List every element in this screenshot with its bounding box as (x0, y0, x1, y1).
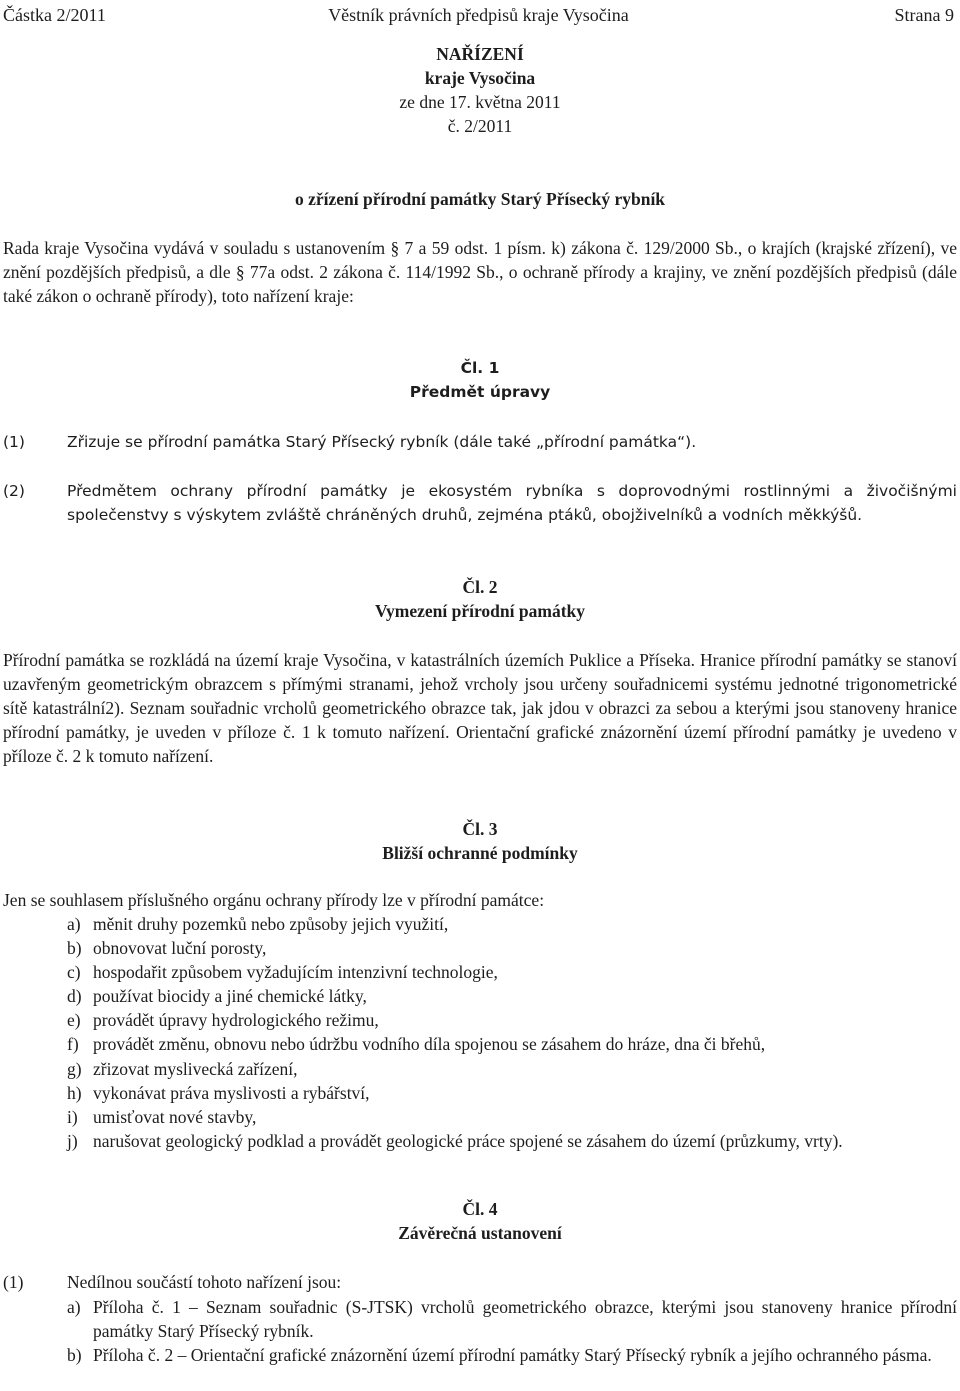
paragraph-number: (1) (3, 1272, 24, 1292)
regulation-title (0, 42, 960, 138)
article-4-number: Čl. 4 (462, 1199, 498, 1219)
article-1-title: Předmět úpravy (409, 383, 551, 401)
list-text: hospodařit způsobem vyžadujícím intenzivní technologie, (93, 962, 498, 983)
paragraph-number: (2) (3, 482, 25, 500)
list-item (67, 936, 957, 960)
article-4-title: Závěrečná ustanovení (398, 1223, 562, 1243)
list-item (67, 1129, 957, 1153)
list-key: b) (67, 938, 82, 959)
article-3-intro: Jen se souhlasem příslušného orgánu ochrany přírody lze v přírodní památce: (3, 890, 545, 910)
list-text: zřizovat myslivecká zařízení, (93, 1058, 298, 1079)
list-key: j) (67, 1130, 78, 1151)
paragraph-number: (1) (3, 433, 25, 451)
page-number: Strana 9 (894, 5, 954, 25)
list-text: měnit druhy pozemků nebo způsoby jejich využití, (93, 914, 449, 934)
list-key: f) (67, 1034, 79, 1055)
article-2-title: Vymezení přírodní památky (374, 601, 586, 621)
list-text: obnovovat luční porosty, (93, 938, 267, 959)
title-number: č. 2/2011 (447, 116, 513, 136)
list-item (67, 912, 957, 936)
paragraph-text: Zřizuje se přírodní památka Starý Přísecký rybník (dále také „přírodní památka“). (67, 433, 697, 451)
attachment-item (67, 1295, 957, 1343)
journal-title: Věstník právních předpisů kraje Vysočina (328, 5, 629, 25)
list-key: a) (67, 1297, 81, 1317)
list-text: Příloha č. 2 – Orientační grafické znázornění území přírodní památky Starý Přísecký rybník a jejího ochranného pásma. (93, 1345, 932, 1365)
list-text: vykonávat práva myslivosti a rybářství, (93, 1082, 370, 1103)
list-text: umisťovat nové stavby, (93, 1106, 257, 1127)
article-2-text: Přírodní památka se rozkládá na území kraje Vysočina, v katastrálních územích Puklice a Příseka. Hranice přírodní památky se stanoví uzavřeným geometrickým obrazcem s přímými stranami, jehož vrcholy jsou určeny souřadnicemi systému jednotné trigonometrické sítě katastrální2). Seznam souřadnic vrcholů geometrického obrazce tak, jak jdou v obrazci za sebou a kterými jsou stanoveny hranice přírodní památky, je uveden v příloze č. 1 k tomuto nařízení. Orientační grafické znázornění území přírodní památky je uvedeno v příloze č. 2 k tomuto nařízení. (3, 650, 957, 766)
list-key: d) (67, 986, 82, 1007)
list-key: h) (67, 1082, 82, 1103)
list-item (67, 1105, 957, 1129)
page-header (3, 3, 954, 27)
list-item (67, 1032, 957, 1056)
attachment-item (67, 1343, 957, 1367)
title-date: ze dne 17. května 2011 (399, 92, 561, 112)
article-4-heading (0, 1197, 960, 1245)
article-3-heading (0, 817, 960, 865)
article-1-heading (0, 356, 960, 404)
list-key: c) (67, 962, 81, 983)
list-item (67, 1057, 957, 1081)
title-kind: NAŘÍZENÍ (436, 44, 524, 64)
list-text: narušovat geologický podklad a provádět geologické práce spojené se zásahem do území (průzkumy, vrty). (93, 1130, 843, 1151)
preamble: Rada kraje Vysočina vydává v souladu s ustanovením § 7 a 59 odst. 1 písm. k) zákona č. 129/2000 Sb., o krajích (krajské zřízení), ve znění pozdějších předpisů, a dle § 77a odst. 2 zákona č. 114/1992 Sb., o ochraně přírody a krajiny, ve znění pozdějších předpisů (dále také zákon o ochraně přírody), toto nařízení kraje: (3, 238, 957, 306)
list-key: b) (67, 1345, 82, 1365)
list-text: provádět úpravy hydrologického režimu, (93, 1010, 379, 1031)
list-item (67, 1008, 957, 1032)
list-item (67, 1081, 957, 1105)
list-text: provádět změnu, obnovu nebo údržbu vodního díla spojenou se zásahem do hráze, dna či břehů, (93, 1034, 766, 1055)
attachments-list (67, 1295, 957, 1367)
article-3-number: Čl. 3 (462, 819, 498, 839)
regulation-subject: o zřízení přírodní památky Starý Přísecký rybník (294, 189, 666, 209)
list-key: i) (67, 1106, 78, 1127)
paragraph-text: Nedílnou součástí tohoto nařízení jsou: (67, 1272, 342, 1292)
article-1-number: Čl. 1 (460, 359, 500, 377)
title-issuer: kraje Vysočina (424, 68, 536, 88)
list-key: e) (67, 1010, 81, 1031)
conditions-list (67, 912, 957, 1153)
list-item (67, 960, 957, 984)
list-key: a) (67, 914, 81, 934)
list-text: Příloha č. 1 – Seznam souřadnic (S-JTSK) vrcholů geometrického obrazce, kterými jsou stanoveny hranice přírodní památky Starý Přísecký rybník. (93, 1297, 957, 1341)
article-2-number: Čl. 2 (462, 577, 498, 597)
article-2-heading (0, 575, 960, 623)
issue-number: Částka 2/2011 (3, 5, 106, 25)
list-key: g) (67, 1058, 82, 1079)
list-item (67, 984, 957, 1008)
article-3-title: Bližší ochranné podmínky (382, 843, 578, 863)
list-text: používat biocidy a jiné chemické látky, (93, 986, 367, 1007)
paragraph-text: Předmětem ochrany přírodní památky je ekosystém rybníka s doprovodnými rostlinnými a živočišnými společenstvy s výskytem zvláště chráněných druhů, zejména ptáků, obojživelníků a vodních měkkýšů. (67, 482, 957, 524)
